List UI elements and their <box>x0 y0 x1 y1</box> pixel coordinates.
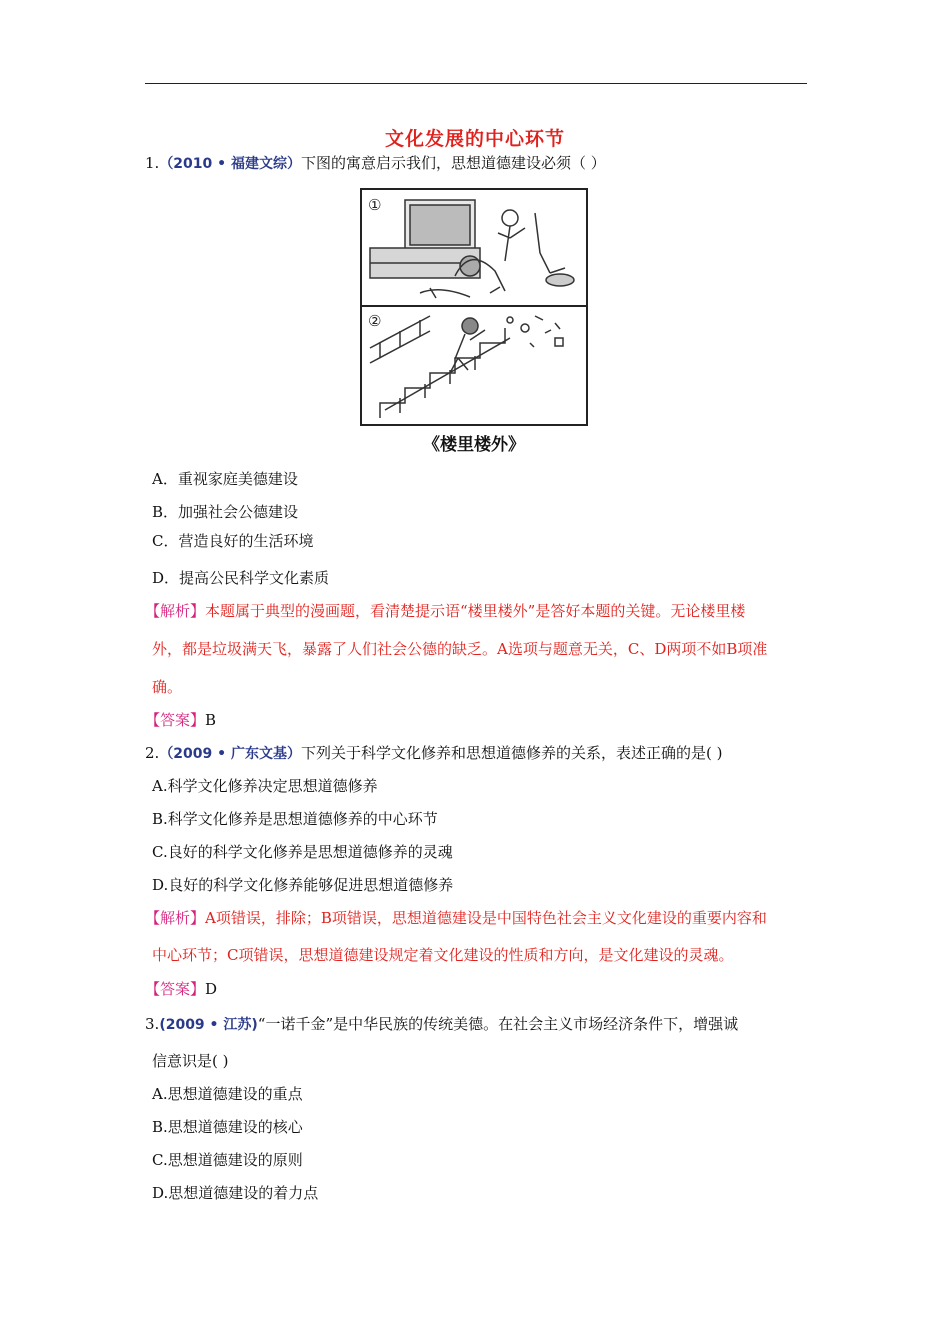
question-text: 下列关于科学文化修养和思想道德修养的关系，表述正确的是( ) <box>300 744 723 762</box>
cartoon-caption: 《楼里楼外》 <box>423 435 525 455</box>
question-source: （2009 • 广东文基） <box>159 746 301 762</box>
panel-1-label: ① <box>368 196 382 214</box>
question-2-option-c: C.良好的科学文化修养是思想道德修养的灵魂 <box>152 843 453 861</box>
question-2-analysis-line-1 <box>145 907 767 928</box>
question-1-option-d: D．提高公民科学文化素质 <box>152 569 330 587</box>
question-3-option-a: A.思想道德建设的重点 <box>152 1085 303 1103</box>
analysis-tag: 【解析】 <box>145 909 206 927</box>
question-1-analysis-line-2: 外，都是垃圾满天飞，暴露了人们社会公德的缺乏。A选项与题意无关，C、D两项不如B项准 <box>152 640 768 658</box>
analysis-text: 本题属于典型的漫画题，看清楚提示语“楼里楼外”是答好本题的关键。无论楼里楼 <box>205 602 746 620</box>
panel-2-label: ② <box>368 312 382 330</box>
cartoon-figure <box>360 188 588 458</box>
question-1-analysis-line-3: 确。 <box>152 678 183 696</box>
question-3-stem-line-1 <box>145 1013 738 1034</box>
answer-value: B <box>205 711 217 729</box>
question-1-answer <box>145 709 216 730</box>
question-2-answer <box>145 978 217 999</box>
question-3-stem-line-2: 信意识是( ) <box>152 1052 229 1070</box>
answer-tag: 【答案】 <box>145 980 206 998</box>
header-rule <box>145 83 807 84</box>
question-3-option-b: B.思想道德建设的核心 <box>152 1118 303 1136</box>
question-2-option-d: D.良好的科学文化修养能够促进思想道德修养 <box>152 876 454 894</box>
question-2-analysis-line-2: 中心环节；C项错误，思想道德建设规定着文化建设的性质和方向，是文化建设的灵魂。 <box>152 946 734 964</box>
answer-tag: 【答案】 <box>145 711 206 729</box>
question-text: “一诺千金”是中华民族的传统美德。在社会主义市场经济条件下，增强诚 <box>257 1015 739 1033</box>
question-1-option-c: C．营造良好的生活环境 <box>152 532 314 550</box>
question-3-option-d: D.思想道德建设的着力点 <box>152 1184 319 1202</box>
question-2-option-a: A.科学文化修养决定思想道德修养 <box>152 777 378 795</box>
page-title: 文化发展的中心环节 <box>384 128 565 150</box>
question-1-option-a: A．重视家庭美德建设 <box>152 470 298 488</box>
question-source: (2009 • 江苏) <box>159 1017 258 1033</box>
question-number: 3. <box>145 1015 160 1033</box>
answer-value: D <box>205 980 218 998</box>
analysis-tag: 【解析】 <box>145 602 206 620</box>
question-1-option-b: B．加强社会公德建设 <box>152 503 299 521</box>
question-number: 1. <box>145 154 160 172</box>
question-source: （2010 • 福建文综） <box>159 156 301 172</box>
question-number: 2. <box>145 744 160 762</box>
question-2-stem <box>145 742 722 763</box>
question-3-option-c: C.思想道德建设的原则 <box>152 1151 303 1169</box>
question-1-analysis-line-1 <box>145 600 745 621</box>
question-text: 下图的寓意启示我们，思想道德建设必须（ ） <box>300 154 606 172</box>
question-1-stem <box>145 152 606 173</box>
question-2-option-b: B.科学文化修养是思想道德修养的中心环节 <box>152 810 438 828</box>
analysis-text: A项错误，排除；B项错误，思想道德建设是中国特色社会主义文化建设的重要内容和 <box>205 909 767 927</box>
